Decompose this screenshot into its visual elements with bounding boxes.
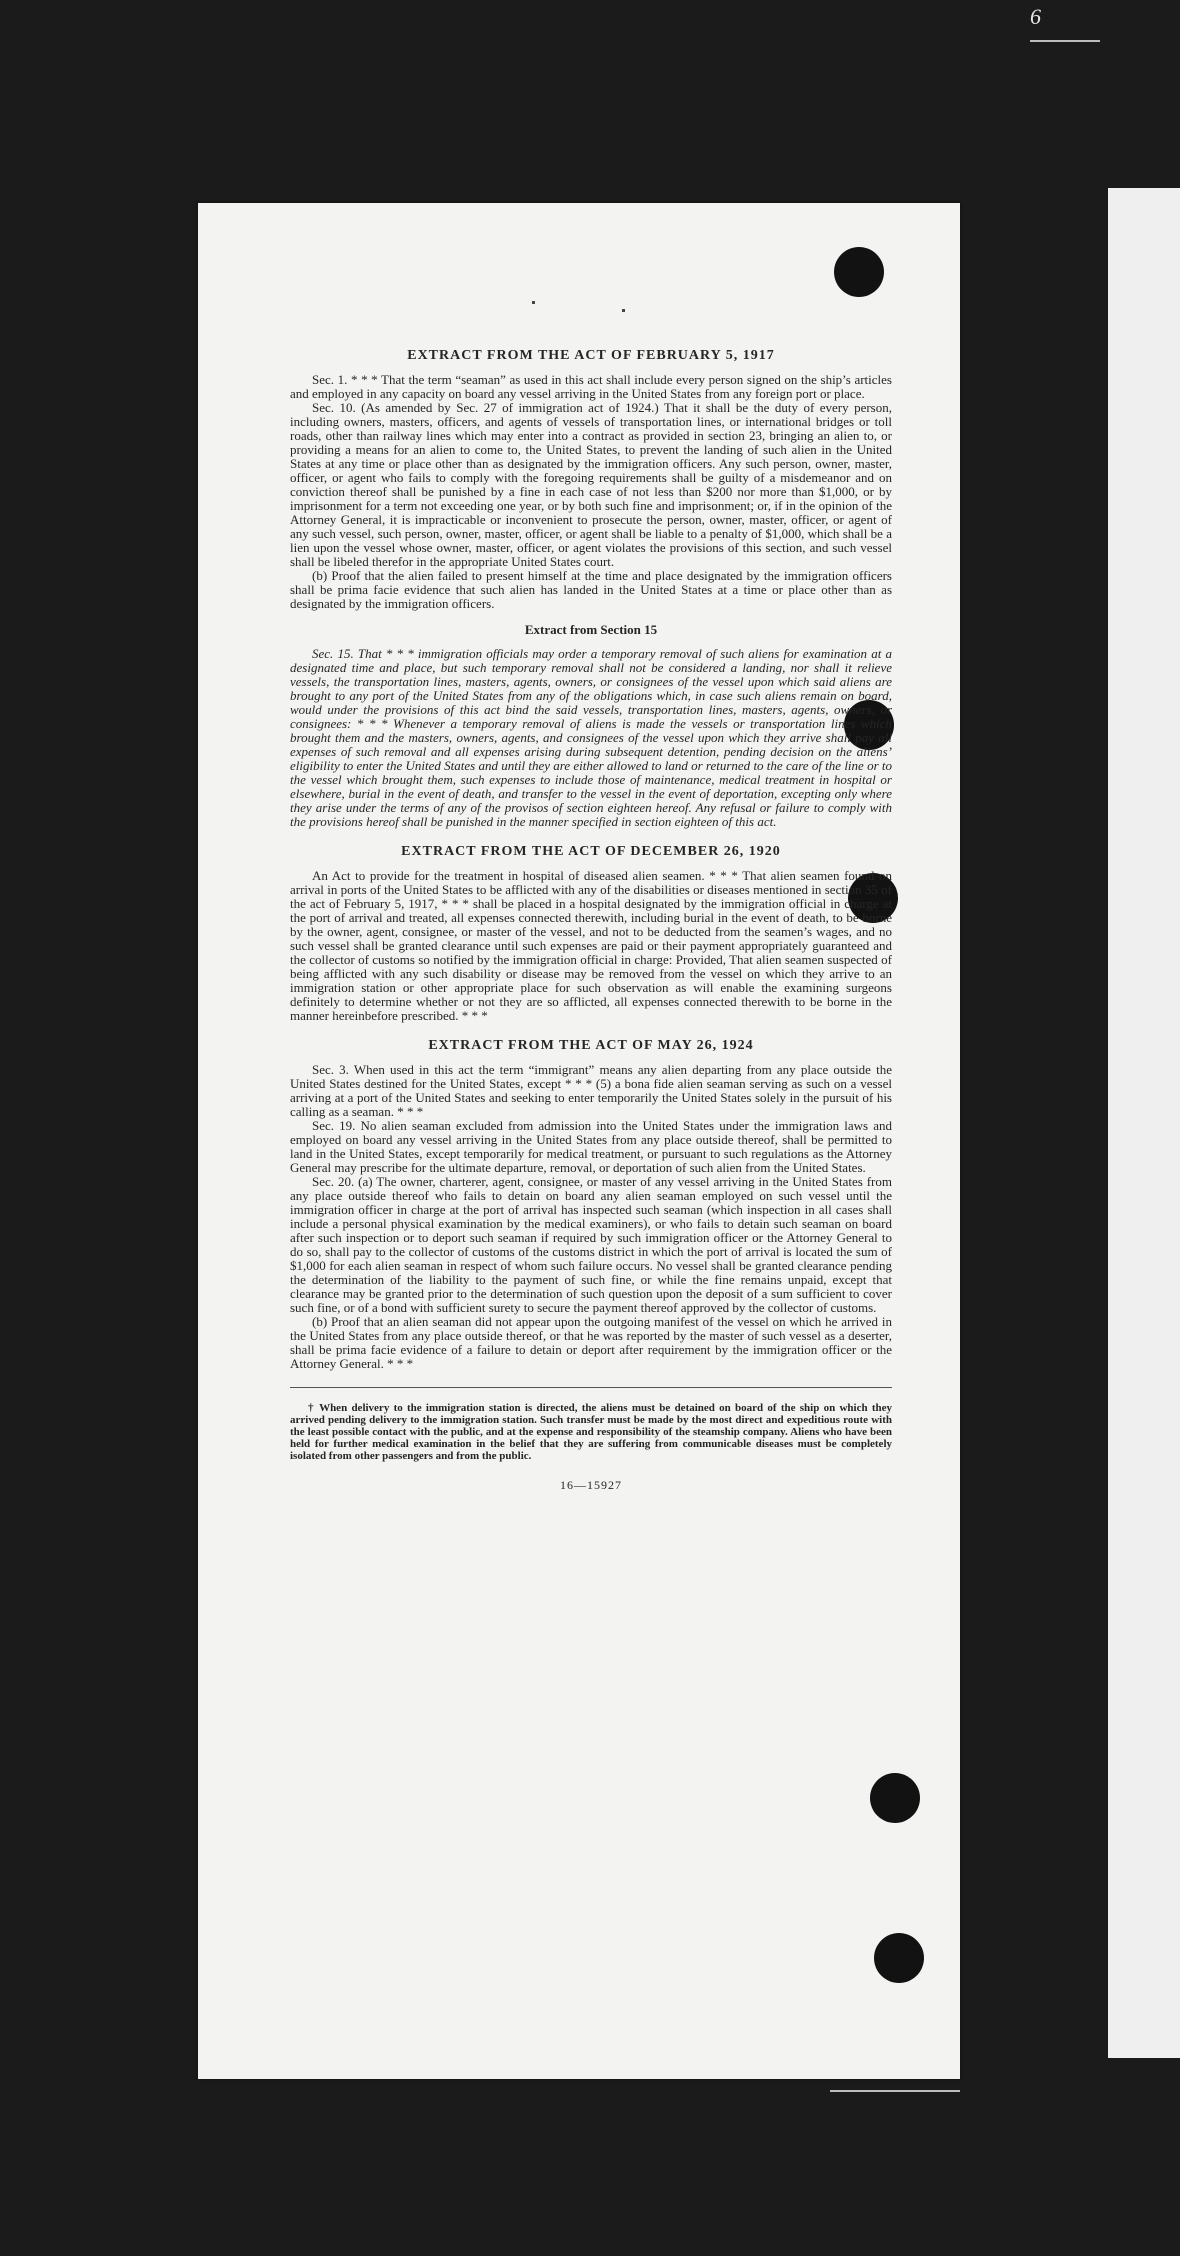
- punch-hole-top: [834, 247, 884, 297]
- form-number: 16—15927: [560, 1478, 622, 1492]
- paragraph-sec-3: Sec. 3. When used in this act the term “immigrant” means any alien departing from any place outside the United States destined for the United States, except * * * (5) a bona fide alien seaman serving as such on a vessel arriving at a port of the United States and seeking to enter temporarily the United States solely in the pursuit of his calling as a seaman. * * *: [290, 1062, 892, 1119]
- paragraph-sec-20-a: Sec. 20. (a) The owner, charterer, agent, consignee, or master of any vessel arriving in the United States from any place outside thereof who fails to detain on board any alien seaman employed on such vessel until the immigration officer in charge at the port of arrival has inspected such seaman (which inspection in all cases shall include a personal physical examination by the medical examiners), or who fails to detain such seaman on board after such inspection or to deport such seaman if required by such immigration officer or the Attorney General to do so, shall pay to the collector of customs of the customs district in which the port of arrival is located the sum of $1,000 for each alien seaman in respect of whom such failure occurs. No vessel shall be granted clearance pending the determination of the liability to the payment of such fine, or while the fine remains unpaid, except that clearance may be granted prior to the determination of such question upon the deposit of a sum sufficient to cover such fine, or of a bond with sufficient surety to secure the payment thereof approved by the collector of customs.: [290, 1174, 892, 1315]
- speck-right: [622, 309, 625, 312]
- document-page: [198, 203, 960, 2079]
- punch-hole-lower-2: [874, 1933, 924, 1983]
- punch-hole-lower-1: [870, 1773, 920, 1823]
- heading-act-1924: EXTRACT FROM THE ACT OF MAY 26, 1924: [428, 1038, 754, 1053]
- paragraph-sec-10-b: (b) Proof that the alien failed to present himself at the time and place designated by the immigration officers shall be prima facie evidence that such alien has landed in the United States at a time or place other than as designated by the immigration officers.: [290, 568, 892, 611]
- heading-section-15: Extract from Section 15: [524, 622, 658, 637]
- paragraph-sec-20-b: (b) Proof that an alien seaman did not appear upon the outgoing manifest of the vessel on which he arrived in the United States from any place outside thereof, or that he was reported by the master of such vessel as a deserter, shall be prima facie evidence of a failure to detain or deport after requirement by the immigration officer or the Attorney General. * * *: [290, 1314, 892, 1371]
- document-body: [290, 349, 892, 1492]
- heading-act-1920: EXTRACT FROM THE ACT OF DECEMBER 26, 1920: [401, 844, 781, 859]
- paragraph-sec-10: Sec. 10. (As amended by Sec. 27 of immigration act of 1924.) That it shall be the duty of every person, including owners, masters, officers, and agents of vessels of transportation lines, or international bridges or toll roads, other than railway lines which may enter into a contract as provided in section 23, bringing an alien to, or providing a means for an alien to come to, the United States, to prevent the landing of such alien in the United States at any time or place other than as designated by the immigration officers. Any such person, owner, master, officer, or agent who fails to comply with the foregoing requirements shall be guilty of a misdemeanor and on conviction thereof shall be punished by a fine in each case of not less than $200 nor more than $1,000, or by imprisonment for a term not exceeding one year, or by both such fine and imprisonment; or, if in the opinion of the Attorney General, it is impracticable or inconvenient to prosecute the person, owner, master, officer, or agent of any such vessel, such person, owner, master, officer, or agent shall be liable to a penalty of $1,000, which shall be a lien upon the vessel whose owner, master, officer, or agent violates the provisions of this section, and such vessel shall be libeled therefor in the appropriate United States court.: [290, 400, 892, 569]
- top-margin-rule: [1030, 40, 1100, 42]
- bottom-margin-rule: [830, 2090, 960, 2092]
- footnote-divider: [290, 1387, 892, 1388]
- speck-left: [532, 301, 535, 304]
- corner-mark: 6: [1030, 4, 1041, 29]
- paragraph-sec-1: Sec. 1. * * * That the term “seaman” as used in this act shall include every person signed on the ship’s articles and employed in any capacity on board any vessel arriving in the United States from any foreign port or place.: [290, 372, 892, 401]
- paragraph-sec-15: Sec. 15. That * * * immigration officials may order a temporary removal of such aliens for examination at a designated time and place, but such temporary removal shall not be considered a landing, nor shall it relieve vessels, the transportation lines, masters, agents, owners, or consignees of the vessel upon which said aliens are brought to any port of the United States from any of the obligations which, in case such aliens remain on board, would under the provisions of this act bind the said vessels, transportation lines, masters, agents, owners, or consignees: * * * Whenever a temporary removal of aliens is made the vessels or transportation lines which brought them and the masters, owners, agents, and consignees of the vessel upon which they arrive shall pay all expenses of such removal and all expenses arising during subsequent detention, pending decision on the aliens’ eligibility to enter the United States and until they are either allowed to land or returned to the care of the line or to the vessel which brought them, such expenses to include those of maintenance, medical treatment in hospital or elsewhere, burial in the event of death, and transfer to the vessel in the event of deportation, excepting only where they arise under the terms of any of the provisos of section eighteen hereof. Any refusal or failure to comply with the provisions hereof shall be punished in the manner specified in section eighteen of this act.: [290, 646, 892, 829]
- adjacent-page-edge: [1108, 188, 1180, 2058]
- paragraph-sec-19: Sec. 19. No alien seaman excluded from admission into the United States under the immigration laws and employed on board any vessel arriving in the United States from any place outside thereof, shall be permitted to land in the United States, except temporarily for medical treatment, or pursuant to such regulations as the Attorney General may prescribe for the ultimate departure, removal, or deportation of such alien from the United States.: [290, 1118, 892, 1175]
- paragraph-act-1920: An Act to provide for the treatment in hospital of diseased alien seamen. * * * That alien seamen found on arrival in ports of the United States to be afflicted with any of the disabilities or diseases mentioned in section 35 of the act of February 5, 1917, * * * shall be placed in a hospital designated by the immigration official in charge at the port of arrival and treated, all expenses connected therewith, including burial in the event of death, to be borne by the owner, agent, consignee, or master of the vessel, and not to be deducted from the seamen’s wages, and no such vessel shall be granted clearance until such expenses are paid or their payment appropriately guaranteed and the collector of customs so notified by the immigration official in charge: Provided, That alien seamen suspected of being afflicted with any such disability or disease may be removed from the vessel on which they arrive to an immigration station or other appropriate place for such observation as will enable the examining surgeons definitely to determine whether or not they are so afflicted, all expenses connected therewith to be borne in the manner hereinbefore prescribed. * * *: [290, 868, 892, 1023]
- heading-act-1917: EXTRACT FROM THE ACT OF FEBRUARY 5, 1917: [407, 348, 775, 363]
- footnote: † When delivery to the immigration station is directed, the aliens must be detained on board of the ship on which they arrived pending delivery to the immigration station. Such transfer must be made by the most direct and expeditious route with the least possible contact with the public, and at the expense and responsibility of the steamship company. Aliens who have been held for further medical examination in the belief that they are suffering from communicable diseases must be completely isolated from other passengers and from the public.: [290, 1402, 892, 1462]
